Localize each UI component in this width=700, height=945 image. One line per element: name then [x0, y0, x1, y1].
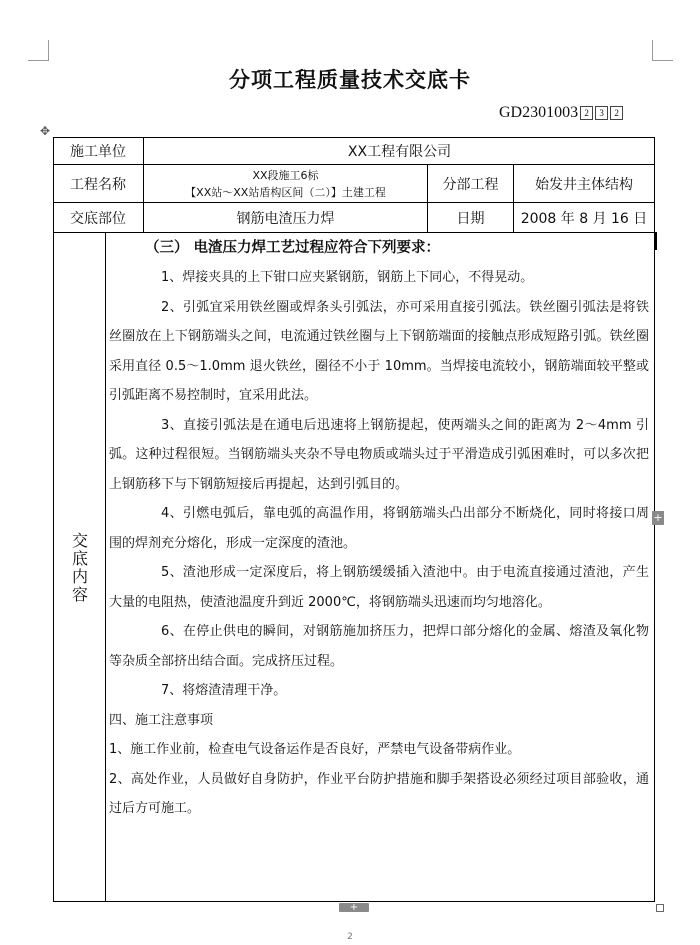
document-code: [499, 104, 623, 122]
add-row-icon[interactable]: +: [339, 903, 369, 912]
content-label-text: 交底内容: [69, 531, 89, 604]
note-item: 2、高处作业，人员做好自身防护，作业平台防护措施和脚手架搭设必须经过项目部验收，通过后方可施工。: [109, 771, 649, 816]
date-label: 日期: [456, 211, 485, 227]
document-code-text: GD2301003: [499, 104, 579, 121]
date-value: 2008 年 8 月 16 日: [520, 211, 648, 227]
resize-handle-icon[interactable]: [656, 904, 664, 912]
code-box-2: 3: [595, 106, 608, 120]
project-label: 工程名称: [70, 177, 126, 193]
project-value: [144, 165, 427, 203]
move-handle-icon[interactable]: ✥: [40, 124, 51, 138]
unit-value: XX工程有限公司: [347, 144, 452, 160]
selection-marker: [654, 232, 657, 250]
page-number: 2: [347, 932, 353, 942]
code-box-3: 2: [610, 106, 623, 120]
document-title: 分项工程质量技术交底卡: [229, 67, 471, 92]
part-label: 交底部位: [70, 211, 126, 227]
list-item: 6、在停止供电的瞬间，对钢筋施加挤压力，把焊口部分熔化的金属、熔渣及氧化物等杂质全部挤出结合面。完成挤压过程。: [109, 624, 649, 669]
list-item: 3、直接引弧法是在通电后迅速将上钢筋提起，使两端头之间的距离为 2～4mm 引弧。这种过程很短。当钢筋端头夹杂不导电物质或端头过于平滑造成引弧困难时，可以多次把上钢筋移下与下钢筋短接后再提起，达到引弧目的。: [109, 417, 649, 492]
list-item: 1、焊接夹具的上下钳口应夹紧钢筋，钢筋上下同心，不得晃动。: [161, 270, 534, 285]
unit-label: 施工单位: [70, 144, 126, 160]
list-item: 2、引弧宜采用铁丝圈或焊条头引弧法，亦可采用直接引弧法。铁丝圈引弧法是将铁丝圈放在上下钢筋端头之间，电流通过铁丝圈与上下钢筋端面的接触点形成短路引弧。铁丝圈采用直径 0.5～1.0mm 退火铁丝，圈径不小于 10mm。当焊接电流较小，钢筋端面较平整或引弧距离不易控制时，宜采用此法。: [109, 299, 649, 403]
disclosure-table: [53, 137, 655, 902]
code-box-1: 2: [580, 106, 593, 120]
subproject-value: 始发井主体结构: [535, 177, 633, 193]
note-item: 1、施工作业前，检查电气设备运作是否良好，严禁电气设备带病作业。: [109, 742, 521, 757]
section-4-title: 四、施工注意事项: [109, 712, 214, 728]
list-item: 5、渣池形成一定深度后，将上钢筋缓缓插入渣池中。由于电流直接通过渣池，产生大量的电阻热，使渣池温度升到近 2000℃，将钢筋端头迅速而均匀地溶化。: [109, 565, 649, 610]
crop-mark-top-right: [652, 40, 673, 61]
add-column-icon[interactable]: +: [653, 511, 663, 524]
content-heading: （三） 电渣压力焊工艺过程应符合下列要求：: [145, 240, 441, 256]
project-line-1: XX段施工6标: [252, 169, 319, 182]
project-line-2: 【XX站～XX站盾构区间（二）】土建工程: [185, 186, 386, 199]
subproject-label: 分部工程: [442, 177, 499, 193]
crop-mark-top-left: [28, 40, 49, 61]
list-item: 4、引燃电弧后，靠电弧的高温作用，将钢筋端头凸出部分不断烧化，同时将接口周围的焊剂充分熔化，形成一定深度的渣池。: [109, 506, 649, 551]
content-label: [53, 233, 105, 902]
part-value: 钢筋电渣压力焊: [236, 211, 335, 227]
content-body: [109, 233, 649, 824]
list-item: 7、将熔渣清理干净。: [161, 683, 287, 698]
